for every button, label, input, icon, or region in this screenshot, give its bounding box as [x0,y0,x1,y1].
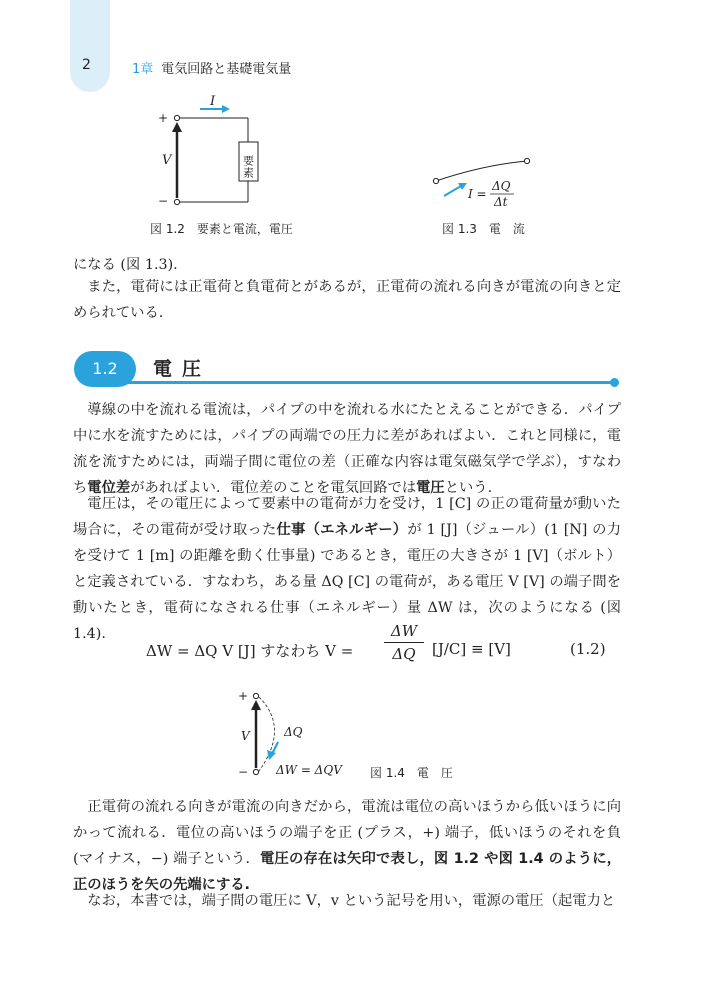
fig13-left-terminal [433,178,438,183]
fig12-voltage-label: V [162,153,172,168]
equation-fraction [384,622,424,663]
fig13-formula-num: ΔQ [492,179,511,193]
fig13-formula-den: Δt [494,195,508,209]
figure-1-4-voltage [232,684,362,784]
paragraph-2: 電圧は，その電圧によって要素中の電荷が力を受け，1 [C] の正の電荷量が動いた場合に，その電荷が受け取った仕事（エネルギー）が 1 [J]（ジュール）(1 [N] の力を受けて 1 [m] の距離を動く仕事量) であるとき，電圧の大きさが 1 [V]（ボルト）と定義されている．すなわち，ある量 ΔQ [C] の電荷が，ある電圧 V [V] の端子間を動いたとき，電荷になされる仕事（エネルギー）量 ΔW は，次のようになる (図 1.4). [73,496,622,642]
page-tab [70,0,110,92]
fig12-element-label: 要素 [241,155,255,179]
intro-line-2: また，電荷には正電荷と負電荷とがあるが，正電荷の流れる向きが電流の向きと定められている. [73,279,621,321]
running-header [132,58,291,77]
fig14-charge-arrowhead [267,750,276,760]
fig14-work-label: ΔW = ΔQV [276,763,342,777]
figure-1-2-caption: 図 1.2 要素と電流，電圧 [150,222,293,236]
figure-1-2-circuit [150,88,280,210]
term-work-energy: 仕事（エネルギー） [276,522,408,538]
fig12-bottom-terminal [174,199,179,204]
figure-1-3-current [428,150,538,212]
equation-left: ΔW = ΔQ V [J] すなわち V = [146,642,354,660]
fig12-plus: + [158,111,169,125]
fig14-minus: − [238,765,249,779]
fig12-current-arrowhead [222,105,230,113]
fig14-voltage-label: V [241,729,250,743]
fig12-top-terminal [174,115,179,120]
fig14-bottom-terminal [253,769,258,774]
section-rule-dot [610,378,619,387]
figure-1-4-caption: 図 1.4 電 圧 [370,766,453,780]
fig13-current-arrow [444,186,461,196]
fig13-right-terminal [524,158,529,163]
fig12-minus: − [158,194,169,208]
paragraph-3: 正電荷の流れる向きが電流の向きだから，電流は電位の高いほうから低いほうに向かって流れる．電位の高いほうの端子を正 (プラス，+) 端子，低いほうのそれを負 (マイナス，−) 端子という．電圧の存在は矢印で表し，図 1.2 や図 1.4 のように，正のほうを矢の先端にする. [73,799,622,893]
section-number: 1.2 [74,351,136,387]
fig13-wire [436,161,527,181]
chapter-title: 電気回路と基礎電気量 [161,62,292,77]
equation-fraction-num: ΔW [384,622,424,643]
term-potential-difference: 電位差 [87,480,131,496]
chapter-number: 1章 [132,62,154,77]
fig14-charge-label: ΔQ [284,725,303,739]
fig14-plus: + [238,689,249,703]
figure-1-3-caption: 図 1.3 電 流 [442,222,525,236]
term-voltage: 電圧 [416,480,445,496]
fig13-formula-lhs: I = [468,187,487,201]
equation-right: [J/C] ≡ [V] [432,640,511,658]
equation-number: (1.2) [570,640,606,658]
fig14-charge-path [259,697,275,771]
section-rule [106,381,614,384]
fig14-voltage-arrowhead [251,700,261,710]
intro-line-1: になる (図 1.3). [73,257,178,273]
fig12-current-label: I [210,94,216,109]
fig12-voltage-arrowhead [172,122,182,132]
page-number: 2 [82,57,91,73]
section-title: 電圧 [153,358,212,380]
paragraph-1: 導線の中を流れる電流は，パイプの中を流れる水にたとえることができる．パイプ中に水を流すためには，パイプの両端での圧力に差があればよい．これと同様に，電流を流すためには，両端子間に電位の差（正確な内容は電気磁気学で学ぶ），すなわち電位差があればよい．電位差のことを電気回路では電圧という. [73,402,621,496]
rule-voltage-arrow: 電圧の存在は矢印で表し，図 1.2 や図 1.4 のように，正のほうを矢の先端にする. [73,851,622,893]
equation-1-2 [130,622,610,678]
equation-fraction-den: ΔQ [392,645,416,663]
paragraph-4: なお，本書では，端子間の電圧に V，v という記号を用い，電源の電圧（起電力と [87,893,616,909]
fig14-top-terminal [253,693,258,698]
